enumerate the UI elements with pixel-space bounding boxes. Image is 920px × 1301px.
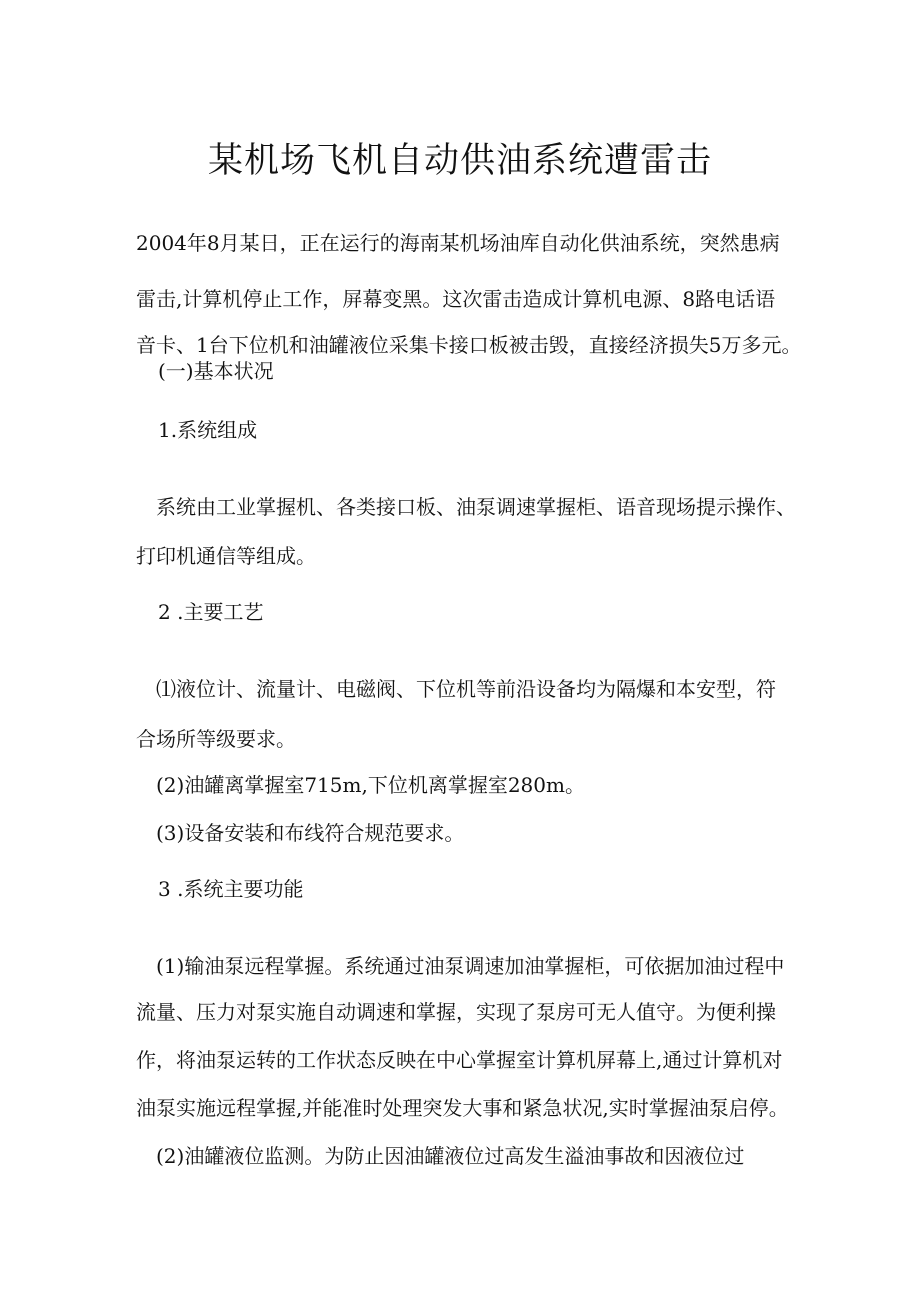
item-heading-system-composition: 1.系统组成: [158, 418, 258, 442]
item3-point-line-1: (1)输油泵远程掌握。系统通过油泵调速加油掌握柜，可依据加油过程中: [156, 954, 785, 978]
item3-point-line-5: (2)油罐液位监测。为防止因油罐液位过高发生溢油事故和因液位过: [156, 1144, 745, 1168]
item2-point-line-3: (2)油罐离掌握室715m,下位机离掌握室280m。: [156, 773, 585, 797]
item2-point-line-1: ⑴液位计、流量计、电磁阀、下位机等前沿设备均为隔爆和本安型，符: [156, 677, 776, 701]
item2-point-line-2: 合场所等级要求。: [136, 727, 296, 751]
item1-body-line-1: 系统由工业掌握机、各类接口板、油泵调速掌握柜、语音现场提示操作、: [156, 495, 796, 519]
intro-line-2: 雷击,计算机停止工作，屏幕变黑。这次雷击造成计算机电源、8路电话语: [136, 287, 776, 311]
item-heading-main-functions: 3 .系统主要功能: [158, 877, 304, 901]
document-title: 某机场飞机自动供油系统遭雷击: [207, 141, 712, 181]
intro-line-3: 音卡、1台下位机和油罐液位采集卡接口板被击毁，直接经济损失5万多元。: [136, 333, 802, 357]
item1-body-line-2: 打印机通信等组成。: [136, 544, 316, 568]
item3-point-line-4: 油泵实施远程掌握,并能准时处理突发大事和紧急状况,实时掌握油泵启停。: [136, 1096, 789, 1120]
item2-point-line-4: (3)设备安装和布线符合规范要求。: [156, 821, 465, 845]
intro-line-1: 2004年8月某日，正在运行的海南某机场油库自动化供油系统，突然患病: [136, 231, 780, 255]
item-heading-main-process: 2 .主要工艺: [158, 600, 264, 624]
section-heading-basic-status: (一)基本状况: [158, 359, 274, 383]
item3-point-line-2: 流量、压力对泵实施自动调速和掌握，实现了泵房可无人值守。为便利操: [136, 1000, 776, 1024]
item3-point-line-3: 作，将油泵运转的工作状态反映在中心掌握室计算机屏幕上,通过计算机对: [136, 1048, 783, 1072]
